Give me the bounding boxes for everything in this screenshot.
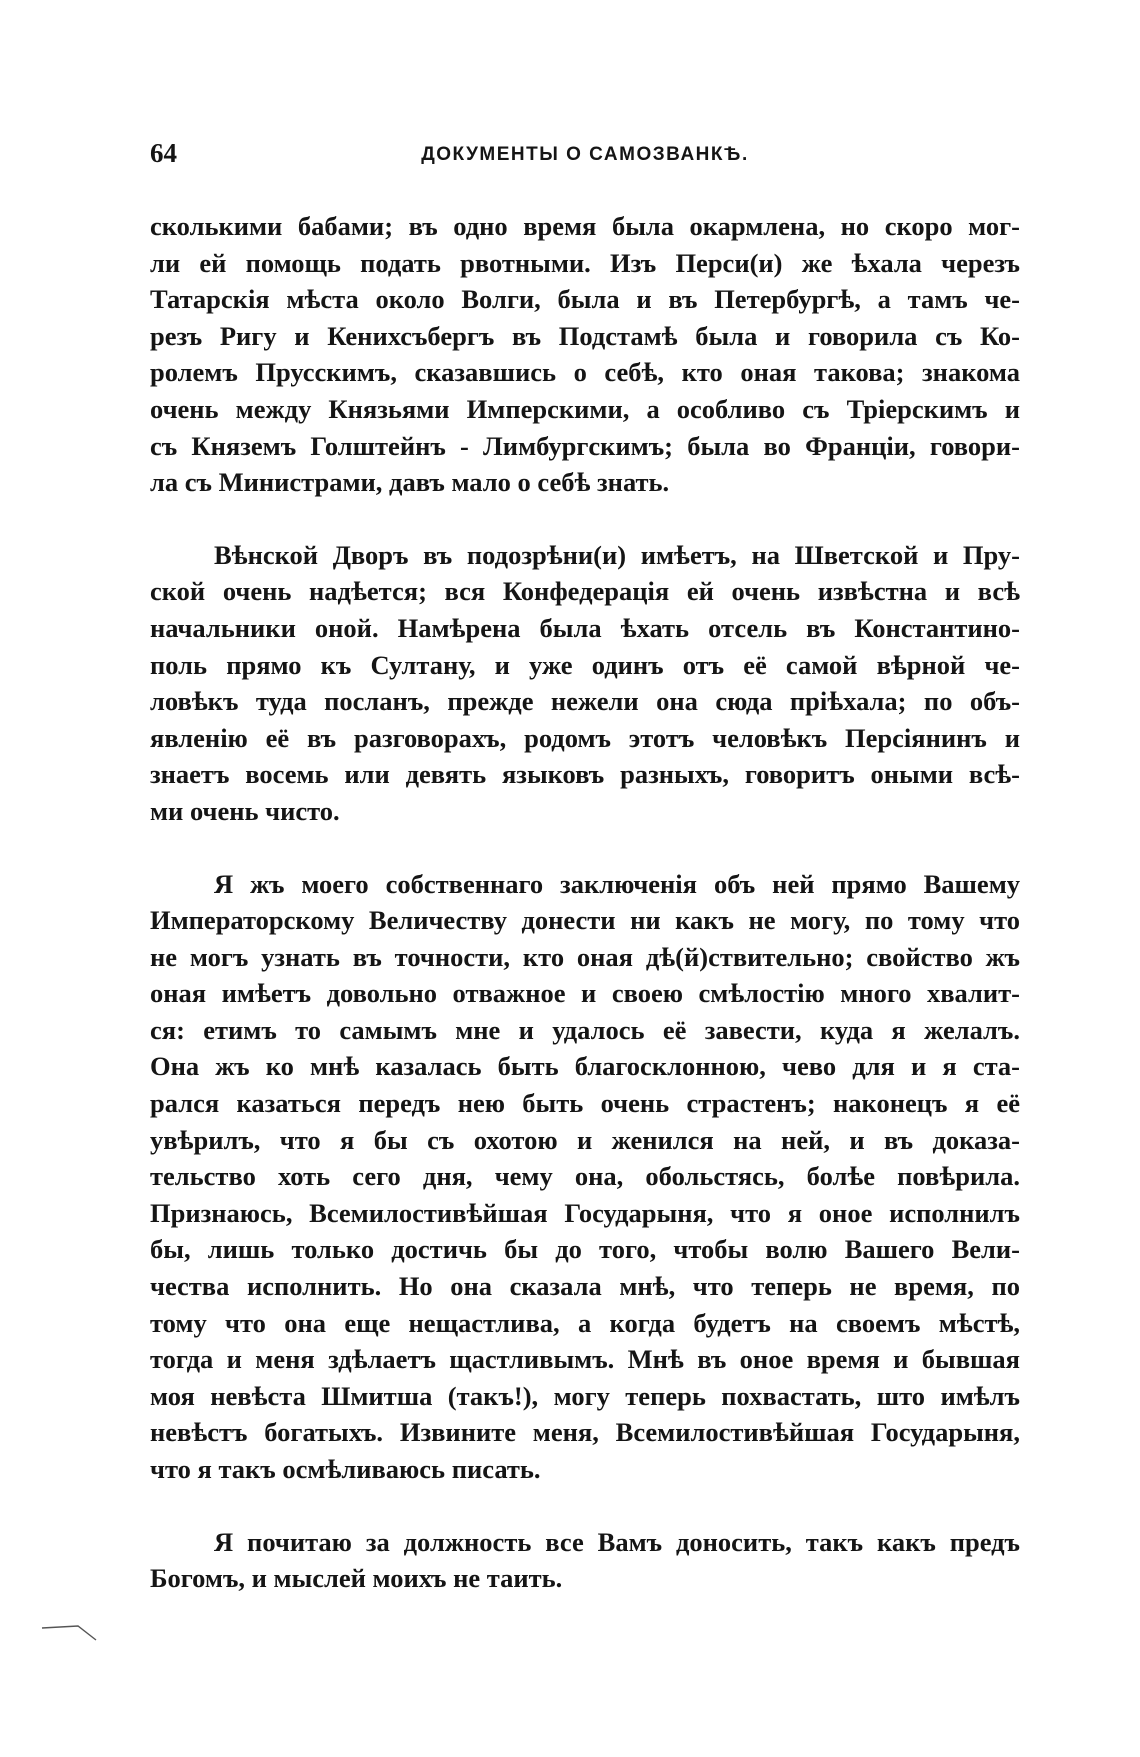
text-line: ла съ Министрами, давъ мало о себѣ знать.	[150, 467, 670, 498]
paragraph-3	[150, 866, 1020, 1488]
text-line: Императорскому Величеству донести ни какъ не могу, по тому что	[150, 905, 1020, 936]
text-line: чества исполнить. Но она сказала мнѣ, что теперь не время, по	[150, 1271, 1020, 1302]
text-line: поль прямо къ Султану, и уже одинъ отъ её самой вѣрной че-	[150, 649, 1020, 680]
text-line: тогда и меня здѣлаетъ щастливымъ. Мнѣ въ оное время и бывшая	[150, 1344, 1020, 1375]
paragraph-1	[150, 208, 1020, 501]
text-line: не могъ узнать въ точности, кто оная дѣ(й)ствительно; свойство жъ	[150, 941, 1020, 972]
text-line: ской очень надѣется; вся Конфедерація ей очень извѣстна и всѣ	[150, 576, 1020, 607]
text-line: очень между Князьями Имперскими, а особливо съ Тріерскимъ и	[150, 393, 1020, 424]
text-line: ли ей помощь подать рвотными. Изъ Перси(и) же ѣхала черезъ	[150, 247, 1020, 278]
text-line: Признаюсь, Всемилостивѣйшая Государыня, что я оное исполнилъ	[150, 1197, 1020, 1228]
text-line: знаетъ восемь или девять языковъ разныхъ, говоритъ оными всѣ-	[150, 759, 1020, 790]
text-line: невѣстъ богатыхъ. Извините меня, Всемилостивѣйшая Государыня,	[150, 1417, 1020, 1448]
page-header	[150, 138, 1020, 178]
text-line: что я такъ осмѣливаюсь писать.	[150, 1454, 541, 1484]
text-line: Богомъ, и мыслей моихъ не таить.	[150, 1563, 563, 1594]
text-line: съ Княземъ Голштейнъ - Лимбургскимъ; была во Франціи, говори-	[150, 430, 1020, 461]
paragraph-gap	[150, 1488, 1020, 1524]
page-number: 64	[150, 138, 177, 168]
text-line: явленію её въ разговорахъ, родомъ этотъ человѣкъ Персіянинъ и	[150, 722, 1020, 753]
text-line: Я почитаю за должность все Вамъ доносить, такъ какъ предъ	[214, 1526, 1020, 1557]
text-line: тому что она еще нещастлива, а когда будетъ на своемъ мѣстѣ,	[150, 1307, 1020, 1338]
text-line: рался казаться передъ нею быть очень страстенъ; наконецъ я её	[150, 1088, 1020, 1119]
text-line: тельство хоть сего дня, чему она, обольстясь, болѣе повѣрила.	[150, 1161, 1020, 1192]
text-line: Она жъ ко мнѣ казалась быть благосклонною, чево для и я ста-	[150, 1051, 1020, 1082]
text-line: Я жъ моего собственнаго заключенія объ ней прямо Вашему	[214, 868, 1020, 899]
text-line: Вѣнской Дворъ въ подозрѣни(и) имѣетъ, на Шветской и Пру-	[214, 539, 1020, 570]
text-line: бы, лишь только достичь бы до того, чтобы волю Вашего Вели-	[150, 1234, 1020, 1265]
text-line: ми очень чисто.	[150, 795, 340, 826]
margin-pencil-mark	[40, 1620, 100, 1644]
text-line: начальники оной. Намѣрена была ѣхать отсель въ Константино-	[150, 612, 1020, 643]
text-line: моя невѣста Шмитша (такъ!), могу теперь похвастать, што имѣлъ	[150, 1380, 1020, 1411]
text-line: ролемъ Прусскимъ, сказавшись о себѣ, кто оная такова; знакома	[150, 357, 1020, 388]
text-line: резъ Ригу и Кенихсъбергъ въ Подстамѣ была и говорила съ Ко-	[150, 320, 1020, 351]
text-line: оная имѣетъ довольно отважное и своею смѣлостію много хвалит-	[150, 978, 1020, 1009]
running-title: ДОКУМЕНТЫ О САМОЗВАНКѢ.	[421, 144, 749, 165]
text-line: сколькими бабами; въ одно время была окармлена, но скоро мог-	[150, 211, 1020, 241]
text-line: Татарскія мѣста около Волги, была и въ Петербургѣ, а тамъ че-	[150, 284, 1020, 315]
paragraph-4	[150, 1524, 1020, 1597]
text-line: увѣрилъ, что я бы съ охотою и женился на ней, и въ доказа-	[150, 1124, 1020, 1155]
document-body	[150, 208, 1020, 1597]
paragraph-gap	[150, 501, 1020, 537]
paragraph-gap	[150, 830, 1020, 866]
text-line: ловѣкъ туда посланъ, прежде нежели она сюда пріѣхала; по объ-	[150, 686, 1020, 717]
paragraph-2	[150, 537, 1020, 830]
text-line: ся: етимъ то самымъ мне и удалось её завести, куда я желалъ.	[150, 1014, 1020, 1045]
